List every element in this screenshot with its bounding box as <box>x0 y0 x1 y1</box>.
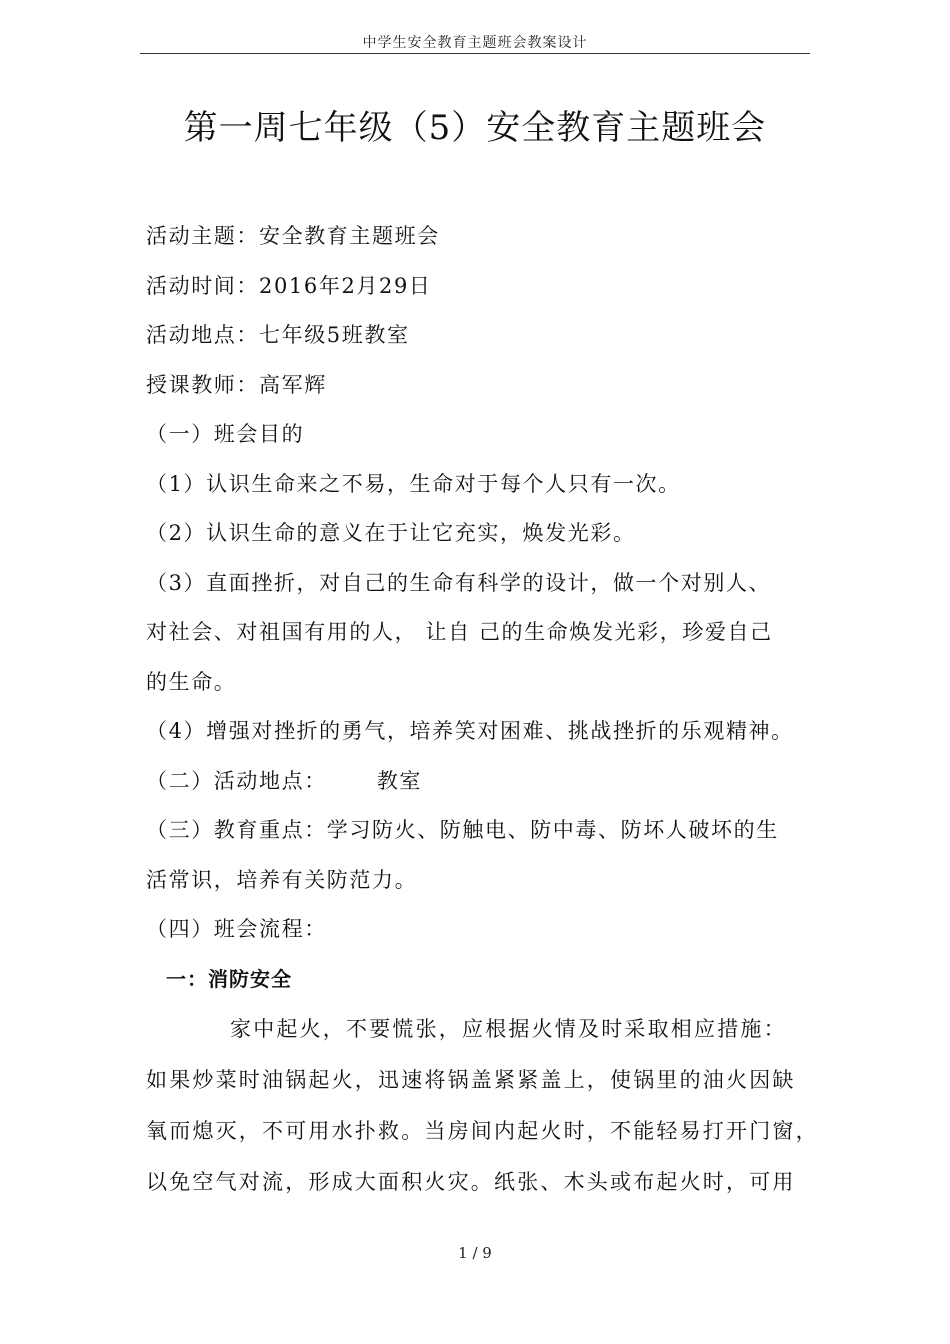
goal-item-1: （1）认识生命来之不易，生命对于每个人只有一次。 <box>146 471 681 496</box>
goal-item-4: （4）增强对挫折的勇气，培养笑对困难、挑战挫折的乐观精神。 <box>146 719 794 743</box>
location-row <box>146 757 816 807</box>
fire-safety-line-2: 如果炒菜时油锅起火，迅速将锅盖紧紧盖上，使锅里的油火因缺 <box>146 1068 796 1092</box>
goal-item-3-line-1: （3）直面挫折，对自己的生命有科学的设计，做一个对别人、 <box>146 570 772 595</box>
goal-item-2: （2）认识生命的意义在于让它充实，焕发光彩。 <box>146 521 636 545</box>
fire-safety-line-1: 家中起火，不要慌张，应根据火情及时采取相应措施： <box>230 1017 787 1041</box>
location-label: （二）活动地点： <box>146 768 327 793</box>
header-rule <box>140 53 810 54</box>
page-number: 1 / 9 <box>458 1244 492 1262</box>
process-heading: （四）班会流程： <box>146 917 327 941</box>
info-location: 活动地点：七年级5班教室 <box>146 323 410 347</box>
info-teacher: 授课教师：高军辉 <box>146 372 327 397</box>
goal-item-3-line-3: 的生命。 <box>146 669 237 694</box>
info-theme: 活动主题：安全教育主题班会 <box>146 224 440 248</box>
fire-safety-heading: 一：消防安全 <box>166 966 292 991</box>
focus-line-2: 活常识，培养有关防范力。 <box>146 867 418 892</box>
goal-heading: （一）班会目的 <box>146 422 305 446</box>
document-body <box>146 212 819 1208</box>
focus-line-1: （三）教育重点：学习防火、防触电、防中毒、防坏人破坏的生 <box>146 818 779 842</box>
info-time: 活动时间：2016年2月29日 <box>146 273 432 298</box>
document-title: 第一周七年级（5）安全教育主题班会 <box>183 108 767 148</box>
fire-safety-line-3: 氧而熄灭，不可用水扑救。当房间内起火时，不能轻易打开门窗， <box>146 1119 819 1143</box>
location-value: 教室 <box>376 768 423 793</box>
running-header: 中学生安全教育主题班会教案设计 <box>362 35 588 51</box>
fire-safety-line-4: 以免空气对流，形成大面积火灾。纸张、木头或布起火时，可用 <box>146 1170 796 1194</box>
goal-item-3-line-2: 对社会、对祖国有用的人， 让自 己的生命焕发光彩，珍爱自己 <box>146 620 773 644</box>
